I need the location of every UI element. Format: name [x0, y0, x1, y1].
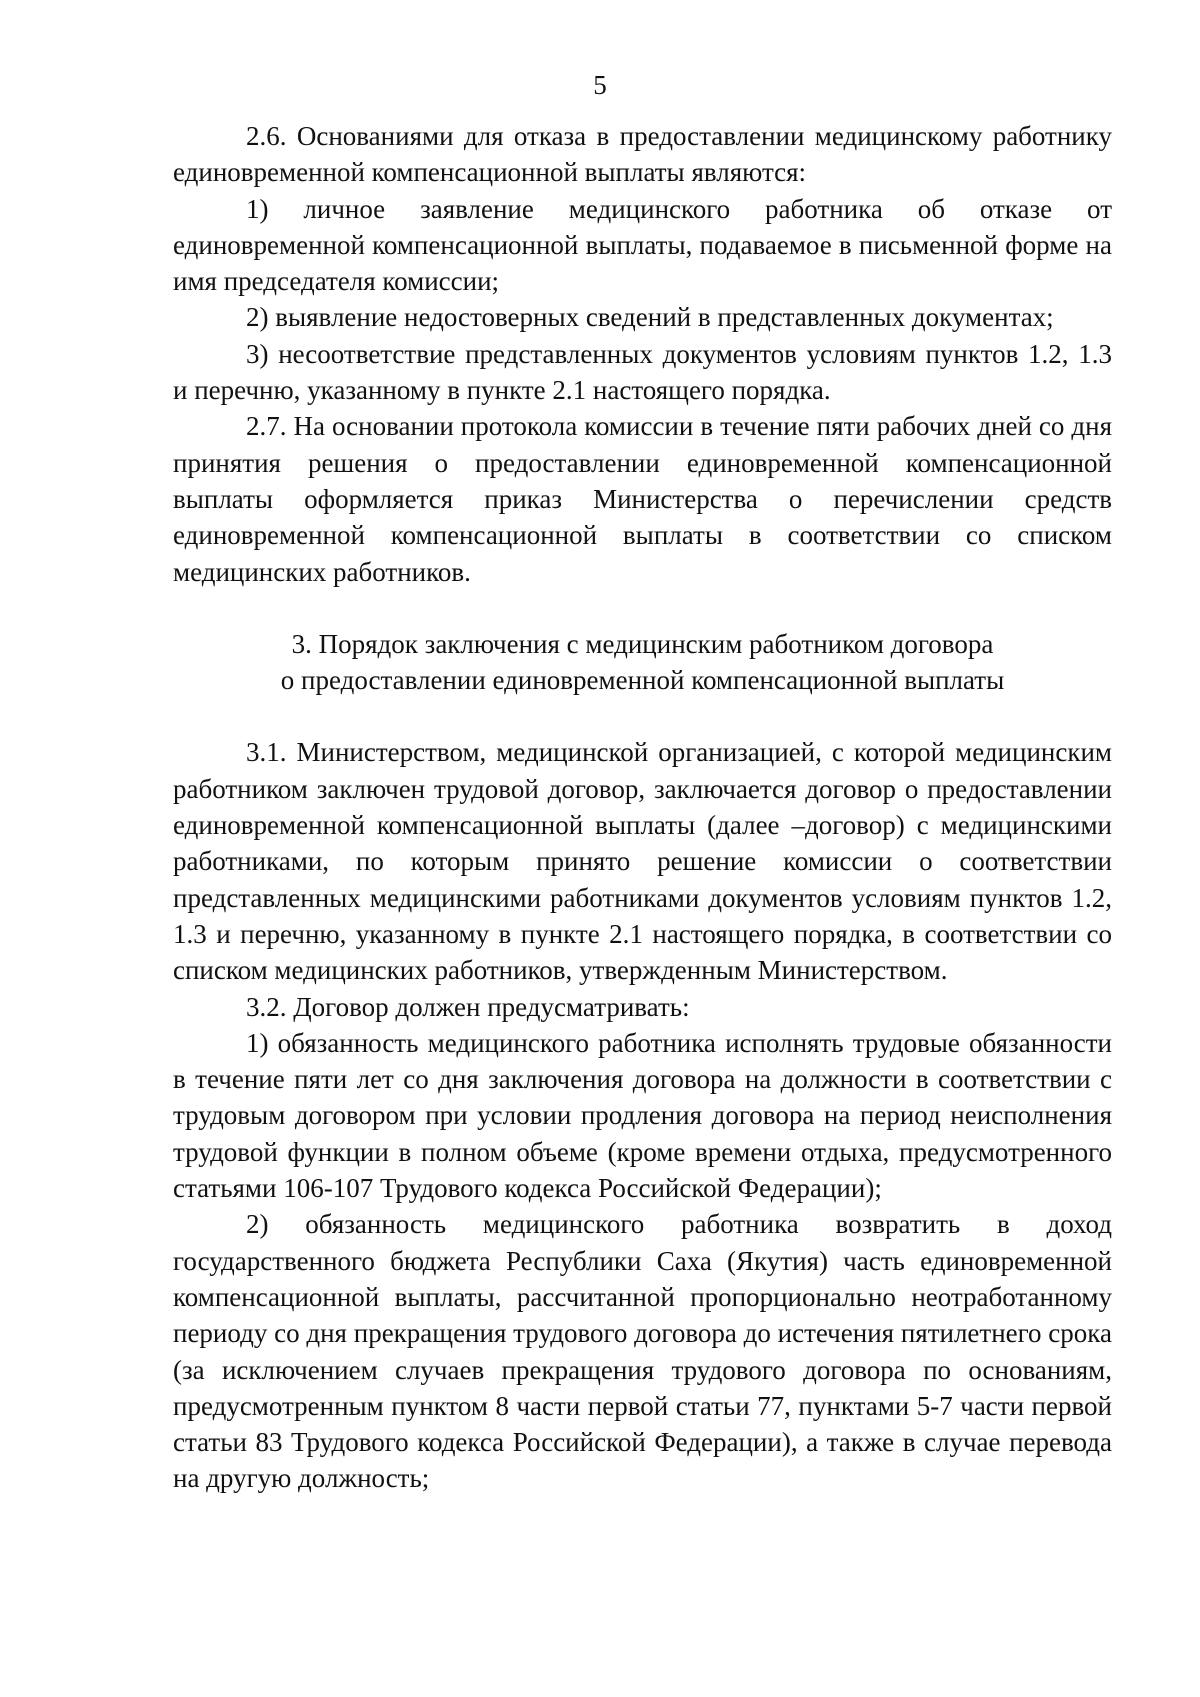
document-body: [173, 118, 1112, 1497]
paragraph-2-6: 2.6. Основаниями для отказа в предоставлении медицинскому работнику единовременной компенсационной выплаты являются:: [173, 121, 1112, 188]
paragraph-3-2-item-2: 2) обязанность медицинского работника возвратить в доход государственного бюджета Республики Саха (Якутия) часть единовременной компенсационной выплаты, рассчитанной пропорционально неотработанному периоду со дня прекращения трудового договора до истечения пятилетнего срока (за исключением случаев прекращения трудового договора по основаниям, предусмотренным пунктом 8 части первой статьи 77, пунктами 5-7 части первой статьи 83 Трудового кодекса Российской Федерации), а также в случае перевода на другую должность;: [173, 1209, 1112, 1494]
paragraph-2-6-item-3: 3) несоответствие представленных документов условиям пунктов 1.2, 1.3 и перечню, указанному в пункте 2.1 настоящего порядка.: [173, 338, 1112, 406]
section-heading: [173, 626, 1112, 699]
paragraph-2-6-item-2: 2) выявление недостоверных сведений в представленных документах;: [246, 302, 1054, 333]
paragraph-3-2-item-1: 1) обязанность медицинского работника исполнять трудовые обязанности в течение пяти лет со дня заключения договора на должности в соответствии с трудовым договором при условии продления договора на период неисполнения трудовой функции в полном объеме (кроме времени отдыха, предусмотренного статьями 106-107 Трудового кодекса Российской Федерации);: [173, 1027, 1112, 1204]
paragraph-3-2: 3.2. Договор должен предусматривать:: [246, 991, 690, 1022]
paragraph-2-6-item-1: 1) личное заявление медицинского работника об отказе от единовременной компенсационной выплаты, подаваемое в письменной форме на имя председателя комиссии;: [173, 193, 1112, 297]
section-heading-line-2: о предоставлении единовременной компенсационной выплаты: [280, 665, 1005, 696]
page-number: 5: [593, 70, 607, 100]
spacer: [173, 698, 1112, 734]
spacer: [173, 590, 1112, 626]
paragraph-2-7: 2.7. На основании протокола комиссии в течение пяти рабочих дней со дня принятия решения о предоставлении единовременной компенсационной выплаты оформляется приказ Министерства о перечислении средств единовременной компенсационной выплаты в соответствии со списком медицинских работников.: [173, 411, 1112, 587]
paragraph-3-1: 3.1. Министерством, медицинской организацией, с которой медицинским работником заключен трудовой договор, заключается договор о предоставлении единовременной компенсационной выплаты (далее –договор) с медицинскими работниками, по которым принято решение комиссии о соответствии представленных медицинскими работниками документов условиям пунктов 1.2, 1.3 и перечню, указанному в пункте 2.1 настоящего порядка, в соответствии со списком медицинских работников, утвержденным Министерством.: [173, 737, 1112, 986]
section-heading-line-1: 3. Порядок заключения с медицинским работником договора: [291, 628, 994, 659]
